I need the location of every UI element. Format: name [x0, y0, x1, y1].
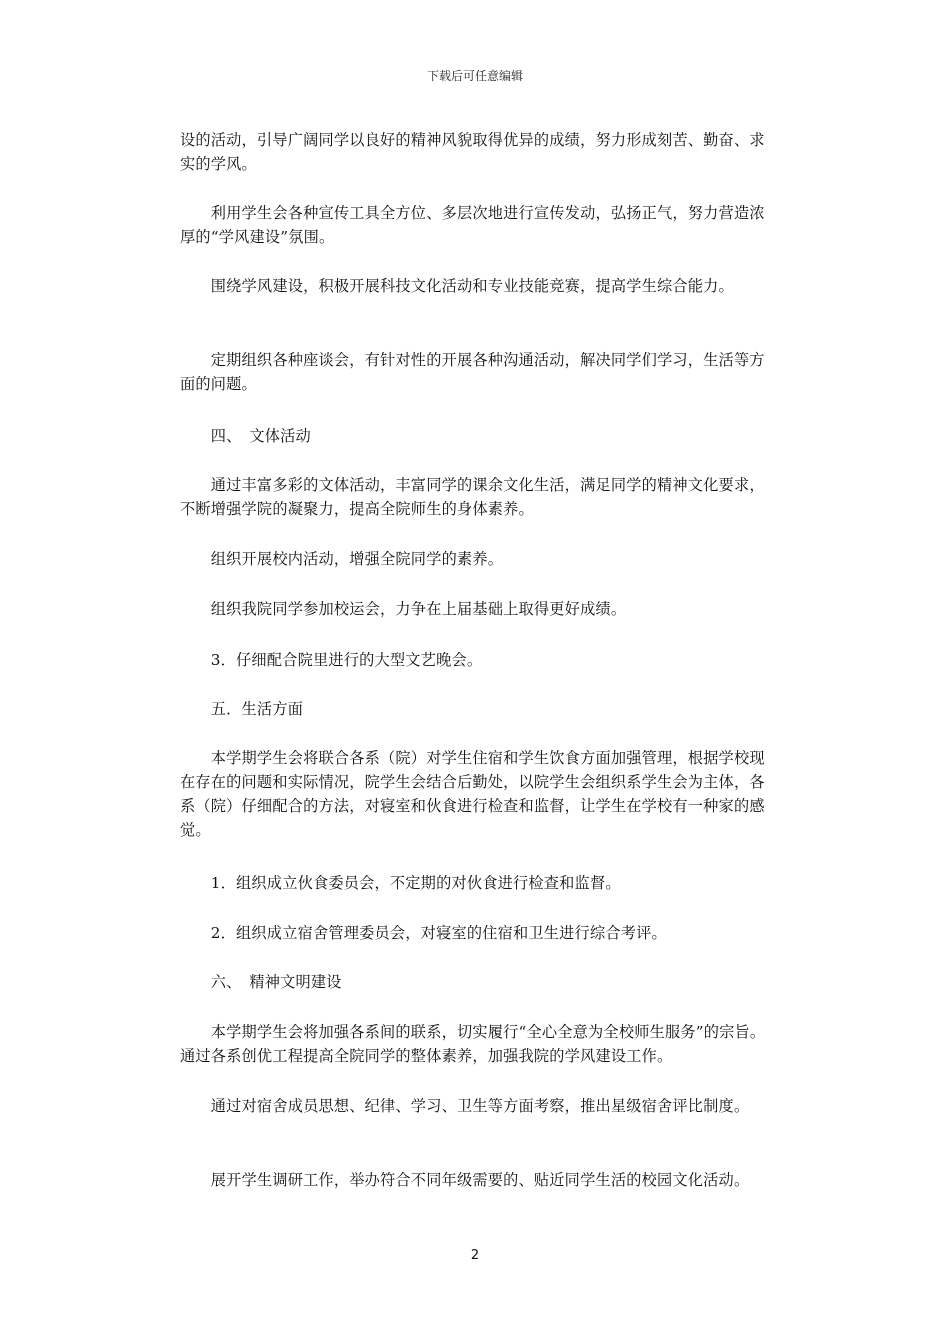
paragraph-3: 围绕学风建设，积极开展科技文化活动和专业技能竞赛，提高学生综合能力。 [180, 277, 734, 295]
paragraph-9: 本学期学生会将联合各系（院）对学生住宿和学生饮食方面加强管理，根据学校现在存在的问题和实际情况，院学生会结合后勤处，以院学生会组织系学生会为主体，各系（院）仔细配合的方法，对寝室和伙食进行检查和监督，让学生在学校有一种家的感觉。 [180, 749, 765, 839]
section-heading-5: 五．生活方面 [180, 700, 304, 718]
paragraph-6: 组织开展校内活动，增强全院同学的素养。 [180, 550, 504, 568]
paragraph-4: 定期组织各种座谈会，有针对性的开展各种沟通活动，解决同学们学习，生活等方面的问题。 [180, 351, 765, 393]
section-heading-4: 四、 文体活动 [180, 427, 311, 445]
paragraph-2: 利用学生会各种宣传工具全方位、多层次地进行宣传发动，弘扬正气，努力营造浓厚的“学风建设”氛围。 [180, 204, 765, 246]
page-header: 下载后可任意编辑 [426, 69, 523, 83]
paragraph-13: 通过对宿舍成员思想、纪律、学习、卫生等方面考察，推出星级宿舍评比制度。 [180, 1097, 750, 1115]
paragraph-10: 1．组织成立伙食委员会，不定期的对伙食进行检查和监督。 [180, 874, 621, 892]
paragraph-8: 3．仔细配合院里进行的大型文艺晚会。 [180, 651, 483, 669]
paragraph-1: 设的活动，引导广阔同学以良好的精神风貌取得优异的成绩，努力形成刻苦、勤奋、求实的学风。 [180, 131, 765, 173]
page-number: 2 [470, 1248, 480, 1263]
paragraph-14: 展开学生调研工作，举办符合不同年级需要的、贴近同学生活的校园文化活动。 [180, 1171, 750, 1189]
paragraph-5: 通过丰富多彩的文体活动，丰富同学的课余文化生活，满足同学的精神文化要求，不断增强学院的凝聚力，提高全院师生的身体素养。 [180, 476, 765, 518]
paragraph-11: 2．组织成立宿舍管理委员会，对寝室的住宿和卫生进行综合考评。 [180, 924, 667, 942]
paragraph-12: 本学期学生会将加强各系间的联系，切实履行“全心全意为全校师生服务”的宗旨。通过各系创优工程提高全院同学的整体素养，加强我院的学风建设工作。 [180, 1023, 766, 1065]
paragraph-7: 组织我院同学参加校运会，力争在上届基础上取得更好成绩。 [180, 600, 627, 618]
section-heading-6: 六、 精神文明建设 [180, 973, 342, 991]
